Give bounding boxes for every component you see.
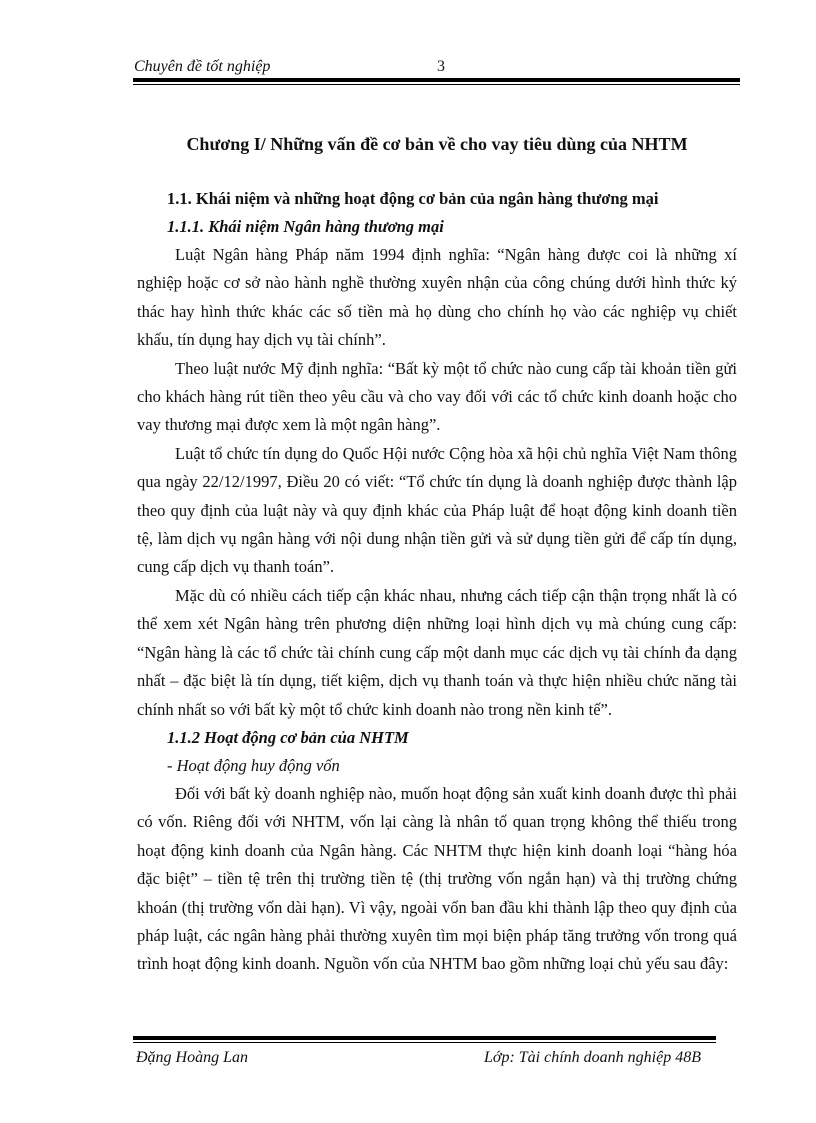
header-rule-thick xyxy=(133,78,740,82)
subsection-heading: 1.1.2 Hoạt động cơ bản của NHTM xyxy=(167,727,409,747)
page-body xyxy=(137,128,737,979)
item-heading: - Hoạt động huy động vốn xyxy=(167,755,340,775)
paragraph: Luật Ngân hàng Pháp năm 1994 định nghĩa: “Ngân hàng được coi là những xí nghiệp hoặc cơ sở nào hành nghề thường xuyên nhận của công chúng dưới hình thức ký thác hay hình thức khác các số tiền mà họ dùng cho chính họ vào các nghiệp vụ chiết khấu, tín dụng hay dịch vụ tài chính”. xyxy=(137,245,737,350)
paragraph: Theo luật nước Mỹ định nghĩa: “Bất kỳ một tổ chức nào cung cấp tài khoản tiền gửi cho khách hàng rút tiền theo yêu cầu và cho vay đối với các tổ chức kinh doanh hoặc cho vay thương mại được xem là một ngân hàng”. xyxy=(137,358,737,435)
header-title: Chuyên đề tốt nghiệp xyxy=(134,58,271,75)
paragraph: Mặc dù có nhiều cách tiếp cận khác nhau, nhưng cách tiếp cận thận trọng nhất là có thể xem xét Ngân hàng trên phương diện những loại hình dịch vụ mà chúng cung cấp: “Ngân hàng là các tổ chức tài chính cung cấp một danh mục các dịch vụ tài chính đa dạng nhất – đặc biệt là tín dụng, tiết kiệm, dịch vụ thanh toán và thực hiện nhiều chức năng tài chính nhất so với bất kỳ một tổ chức kinh doanh nào trong nền kinh tế”. xyxy=(137,585,737,719)
footer-class: Lớp: Tài chính doanh nghiệp 48B xyxy=(484,1049,701,1066)
footer-rule-thin xyxy=(133,1042,716,1043)
chapter-title: Chương I/ Những vấn đề cơ bản về cho vay tiêu dùng của NHTM xyxy=(186,134,688,154)
footer-author: Đặng Hoàng Lan xyxy=(136,1049,249,1066)
section-heading: 1.1. Khái niệm và những hoạt động cơ bản của ngân hàng thương mại xyxy=(167,189,659,208)
paragraph: Đối với bất kỳ doanh nghiệp nào, muốn hoạt động sản xuất kinh doanh được thì phải có vốn. Riêng đối với NHTM, vốn lại càng là nhân tố quan trọng không thể thiếu trong hoạt động kinh doanh của Ngân hàng. Các NHTM thực hiện kinh doanh loại “hàng hóa đặc biệt” – tiền tệ trên thị trường tiền tệ (thị trường vốn ngắn hạn) và thị trường chứng khoán (thị trường vốn dài hạn). Vì vậy, ngoài vốn ban đầu khi thành lập theo quy định của pháp luật, các ngân hàng phải thường xuyên tìm mọi biện pháp tăng trưởng vốn trong quá trình hoạt động kinh doanh. Nguồn vốn của NHTM bao gồm những loại chủ yếu sau đây: xyxy=(137,783,737,974)
subsection-heading: 1.1.1. Khái niệm Ngân hàng thương mại xyxy=(167,217,444,236)
page-number: 3 xyxy=(437,58,445,75)
page-header xyxy=(133,58,740,78)
header-rule-thin xyxy=(133,84,740,85)
footer-rule-thick xyxy=(133,1036,716,1040)
paragraph: Luật tổ chức tín dụng do Quốc Hội nước Cộng hòa xã hội chủ nghĩa Việt Nam thông qua ngày 22/12/1997, Điều 20 có viết: “Tổ chức tín dụng là doanh nghiệp được thành lập theo quy định của luật này và quy định khác của Pháp luật để hoạt động kinh doanh tiền tệ, làm dịch vụ ngân hàng với nội dung nhận tiền gửi và sử dụng tiền gửi để cấp tín dụng, cung cấp dịch vụ thanh toán”. xyxy=(137,443,737,577)
